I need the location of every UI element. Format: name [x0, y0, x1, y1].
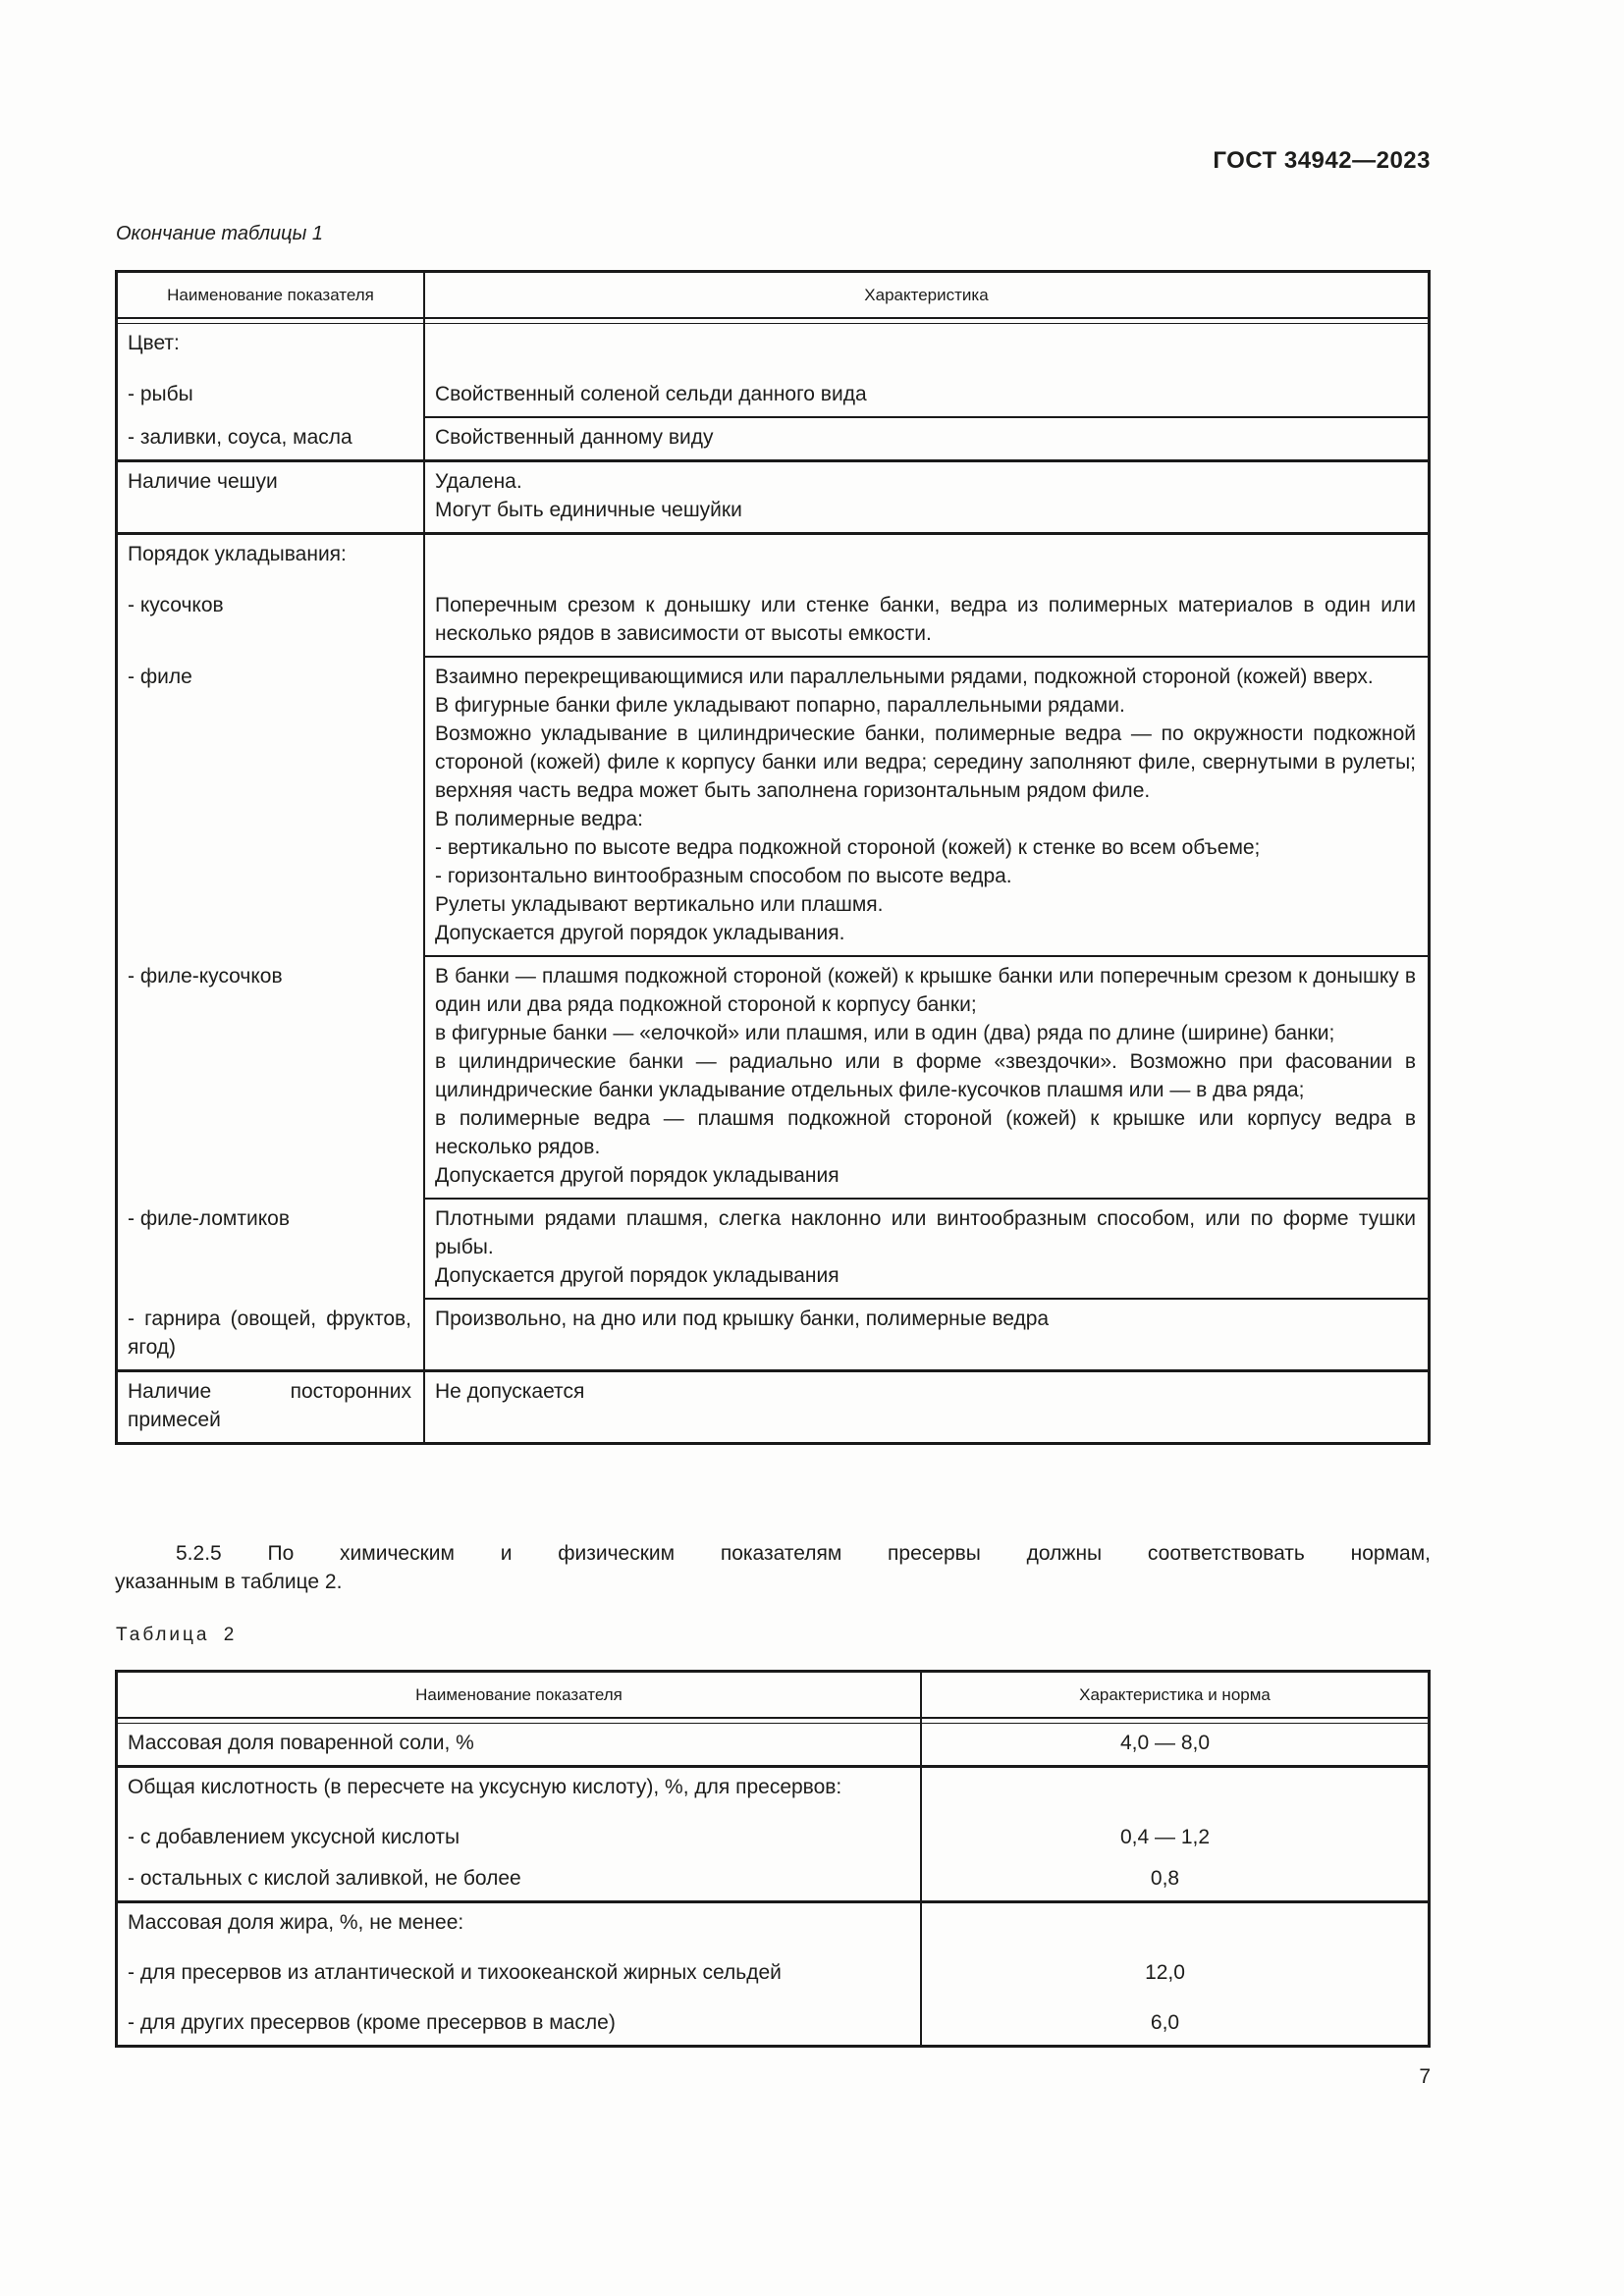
- table1-packing-fillet-pieces-paragraph: Допускается другой порядок укладывания: [435, 1164, 839, 1187]
- table2-fat-item2-label: - для других пресервов (кроме пресервов в масле): [118, 1995, 922, 2045]
- table1-packing-fillet-pieces-paragraph: В банки — плашмя подкожной стороной (кожей) к крышке банки или поперечным срезом к донышку в один или два ряда подкожной стороной к корпусу банки;: [435, 965, 1416, 1016]
- table1-impurities-label: Наличие посторонних примесей: [118, 1372, 425, 1442]
- table2-header-indicator: Наименование показателя: [118, 1673, 922, 1719]
- table1-scales-value: [425, 462, 1428, 535]
- table1-packing-fillet-slices-paragraph: Плотными рядами плашмя, слегка наклонно или винтообразным способом, или по форме тушки рыбы.: [435, 1207, 1416, 1258]
- table2-fat-item1-value: 12,0: [1145, 1961, 1185, 1984]
- page-number: 7: [1419, 2065, 1431, 2088]
- table1-packing-fillet-paragraph: В фигурные банки филе укладывают попарно, параллельными рядами.: [435, 694, 1125, 717]
- table1-packing-fillet-paragraph: Взаимно перекрещивающимися или параллельными рядами, подкожной стороной (кожей) вверх.: [435, 666, 1374, 688]
- table1-header-indicator: Наименование показателя: [118, 273, 425, 319]
- table1-packing-fillet-pieces-paragraph: в цилиндрические банки — радиально или в форме «звездочки». Возможно при фасовании в цилиндрические банки укладывание отдельных филе-кусочков плашмя или — в два ряда;: [435, 1050, 1416, 1101]
- table1-caption: Окончание таблицы 1: [116, 223, 324, 244]
- table2-fat-label: Массовая доля жира, %, не менее:: [118, 1903, 922, 1945]
- paragraph-5-2-5-line1: 5.2.5 По химическим и физическим показателям пресервы должны соответствовать нормам,: [176, 1542, 1431, 1565]
- document-code: ГОСТ 34942—2023: [1213, 147, 1431, 174]
- table1-packing-fillet-slices-label: - филе-ломтиков: [118, 1200, 425, 1300]
- table2-acidity-item1-label: - с добавлением уксусной кислоты: [118, 1809, 922, 1859]
- table1-packing-label: Порядок укладывания:: [118, 535, 425, 586]
- table1-packing-fillet-paragraph: Допускается другой порядок укладывания.: [435, 922, 845, 944]
- table2-caption: Таблица 2: [116, 1625, 238, 1645]
- table1-packing-fillet-paragraph: Рулеты укладывают вертикально или плашмя.: [435, 893, 884, 916]
- table1-color-sauce-value: Свойственный данному виду: [425, 418, 1428, 462]
- table1-packing-value-empty: [425, 535, 1428, 586]
- table1-packing-fillet-label: - филе: [118, 658, 425, 957]
- table2-fat-item1-label: - для пресервов из атлантической и тихоокеанской жирных сельдей: [118, 1945, 922, 1995]
- table1-packing-garnish-label: - гарнира (овощей, фруктов, ягод): [118, 1300, 425, 1372]
- table1-packing-fillet-paragraph: Возможно укладывание в цилиндрические банки, полимерные ведра — по окружности подкожной стороной (кожей) филе к корпусу банки или ведра; середину заполняют филе, свернутыми в рулеты; верхняя часть ведра может быть заполнена горизонтальным рядом филе.: [435, 722, 1416, 802]
- table2-salt-label: Массовая доля поваренной соли, %: [118, 1724, 922, 1768]
- table2-fat-value-empty: [922, 1903, 1428, 1945]
- table1-packing-fillet-slices-paragraph: Допускается другой порядок укладывания: [435, 1264, 839, 1287]
- paragraph-5-2-5-line2: указанным в таблице 2.: [115, 1571, 343, 1593]
- paragraph-5-2-5: [115, 1539, 1431, 1596]
- table2: [115, 1670, 1431, 2048]
- table1-packing-pieces-value: [425, 586, 1428, 658]
- table2-acidity-item2-value: 0,8: [922, 1859, 1428, 1903]
- table1-color-fish-label: - рыбы: [118, 375, 425, 418]
- table1-packing-fillet-value: [425, 658, 1428, 957]
- table1-scales-label: Наличие чешуи: [118, 462, 425, 535]
- table1-packing-fillet-paragraph: В полимерные ведра:: [435, 808, 643, 830]
- table1-scales-value-line1: Удалена.: [435, 470, 522, 493]
- table1-scales-value-line2: Могут быть единичные чешуйки: [435, 499, 742, 521]
- table1-packing-fillet-paragraph: - горизонтально винтообразным способом по высоте ведра.: [435, 865, 1012, 887]
- table2-acidity-label: Общая кислотность (в пересчете на уксусную кислоту), %, для пресервов:: [118, 1768, 922, 1809]
- table1-packing-fillet-pieces-label: - филе-кусочков: [118, 957, 425, 1200]
- table1-packing-fillet-pieces-value: [425, 957, 1428, 1200]
- table1-packing-fillet-slices-value: [425, 1200, 1428, 1300]
- table1-impurities-value: Не допускается: [435, 1380, 585, 1403]
- table2-acidity-value-empty: [922, 1768, 1428, 1809]
- table1-packing-fillet-paragraph: - вертикально по высоте ведра подкожной стороной (кожей) к стенке во всем объеме;: [435, 836, 1261, 859]
- table1-color-sauce-label: - заливки, соуса, масла: [118, 418, 425, 462]
- table1-packing-fillet-pieces-paragraph: в фигурные банки — «елочкой» или плашмя, или в один (два) ряда по длине (ширине) банки;: [435, 1022, 1335, 1044]
- table2-fat-item2-value: 6,0: [1150, 2011, 1180, 2034]
- table2-header-norm: Характеристика и норма: [922, 1673, 1428, 1719]
- table1-color-value-empty: [425, 324, 1428, 375]
- table2-acidity-item1-value: 0,4 — 1,2: [1119, 1826, 1211, 1848]
- table1-packing-pieces-paragraph: Поперечным срезом к донышку или стенке банки, ведра из полимерных материалов в один или несколько рядов в зависимости от высоты емкости.: [435, 594, 1416, 645]
- table1: [115, 270, 1431, 1445]
- table1-packing-fillet-pieces-paragraph: в полимерные ведра — плашмя подкожной стороной (кожей) к крышке или корпусу ведра в несколько рядов.: [435, 1107, 1416, 1158]
- table2-acidity-item2-label: - остальных с кислой заливкой, не более: [118, 1859, 922, 1903]
- table1-packing-garnish-value: Произвольно, на дно или под крышку банки, полимерные ведра: [425, 1300, 1428, 1372]
- table1-header-characteristic: Характеристика: [425, 273, 1428, 319]
- table2-salt-value: 4,0 — 8,0: [922, 1724, 1428, 1768]
- table1-packing-pieces-label: - кусочков: [118, 586, 425, 658]
- table1-color-fish-value: Свойственный соленой сельди данного вида: [425, 375, 1428, 418]
- table1-color-label: Цвет:: [118, 324, 425, 375]
